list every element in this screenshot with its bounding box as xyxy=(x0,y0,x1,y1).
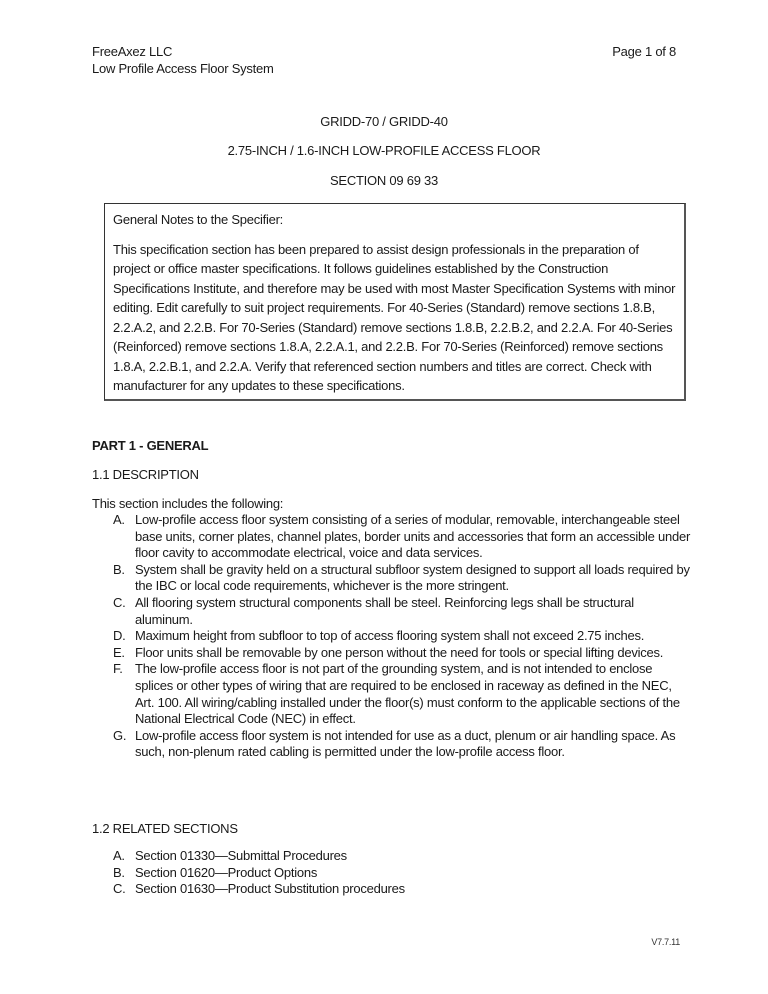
list-marker: A. xyxy=(113,848,125,863)
list-marker: B. xyxy=(113,561,125,577)
list-item-text: All flooring system structural components shall be steel. Reinforcing legs shall be structural aluminum. xyxy=(135,594,634,627)
list-item-text: Section 01630—Product Substitution procedures xyxy=(135,881,405,897)
notes-title: General Notes to the Specifier: xyxy=(113,212,284,227)
list-item-text: System shall be gravity held on a structural subfloor system designed to support all loads required by the IBC or local code requirements, whichever is the more stringent. xyxy=(135,561,690,594)
document-title: GRIDD-70 / GRIDD-40 xyxy=(320,114,448,129)
list-marker: D. xyxy=(113,628,126,644)
list-item-text: Section 01330—Submittal Procedures xyxy=(135,848,347,863)
list-item xyxy=(113,728,693,761)
section-heading-related: 1.2 RELATED SECTIONS xyxy=(92,821,238,836)
list-item-text: Low-profile access floor system is not intended for use as a duct, plenum or air handling space. As such, non-plenum rated cabling is permitted under the low-profile access floor. xyxy=(135,727,676,760)
list-marker: B. xyxy=(113,864,125,880)
list-item xyxy=(113,512,693,562)
page-number: Page 1 of 8 xyxy=(612,44,676,59)
related-sections-list xyxy=(113,848,693,898)
list-item-text: Section 01620—Product Options xyxy=(135,864,318,880)
list-item-text: Floor units shall be removable by one person without the need for tools or special lifting devices. xyxy=(135,644,664,660)
list-item xyxy=(113,661,693,727)
list-marker: E. xyxy=(113,644,125,660)
description-intro: This section includes the following: xyxy=(92,496,284,511)
list-item-text: The low-profile access floor is not part of the grounding system, and is not intended to enclose splices or other types of wiring that are required to be enclosed in raceway as defined in the NEC, Art. 100. All wiring/cabling installed under the floor(s) must conform to the applicable sections of the National Electrical Code (NEC) in effect. xyxy=(135,661,680,727)
list-item xyxy=(113,645,693,662)
product-name: Low Profile Access Floor System xyxy=(92,61,274,76)
list-marker: G. xyxy=(113,727,127,743)
list-item xyxy=(113,881,693,898)
list-marker: A. xyxy=(113,512,125,527)
list-item-text: Low-profile access floor system consisting of a series of modular, removable, interchangeable steel base units, corner plates, channel plates, border units and accessories that form an accessible under floor cavity to accommodate electrical, voice and data services. xyxy=(135,512,691,561)
document-subtitle: 2.75-INCH / 1.6-INCH LOW-PROFILE ACCESS FLOOR xyxy=(227,143,541,158)
list-item xyxy=(113,562,693,595)
list-marker: F. xyxy=(113,661,123,677)
description-list xyxy=(113,512,693,761)
list-item xyxy=(113,595,693,628)
list-marker: C. xyxy=(113,594,126,610)
part-heading: PART 1 - GENERAL xyxy=(92,438,209,453)
company-name: FreeAxez LLC xyxy=(92,44,173,59)
specifier-notes-box xyxy=(104,203,686,401)
list-marker: C. xyxy=(113,881,126,897)
list-item xyxy=(113,848,693,865)
version-footer: V7.7.11 xyxy=(651,937,680,947)
notes-body: This specification section has been prepared to assist design professionals in the preparation of project or office master specifications. It follows guidelines established by the Construction Specifications Institute, and therefore may be used with most Master Specification Systems with minor editing. Edit carefully to suit project requirements. For 40-Series (Standard) remove sections 1.8.B, 2.2.A.2, and 2.2.B. For 70-Series (Standard) remove sections 1.8.B, 2.2.B.2, and 2.2.A. For 40-Series (Reinforced) remove sections 1.8.A, 2.2.A.1, and 2.2.B. For 70-Series (Reinforced) remove sections 1.8.A, 2.2.B.1, and 2.2.A. Verify that referenced section numbers and titles are correct. Check with manufacturer for any updates to these specifications. xyxy=(113,241,676,393)
page-header-left xyxy=(92,43,274,77)
section-number: SECTION 09 69 33 xyxy=(330,173,438,188)
list-item xyxy=(113,628,693,645)
section-heading-description: 1.1 DESCRIPTION xyxy=(92,467,199,482)
list-item-text: Maximum height from subfloor to top of access flooring system shall not exceed 2.75 inches. xyxy=(135,628,645,644)
list-item xyxy=(113,865,693,882)
